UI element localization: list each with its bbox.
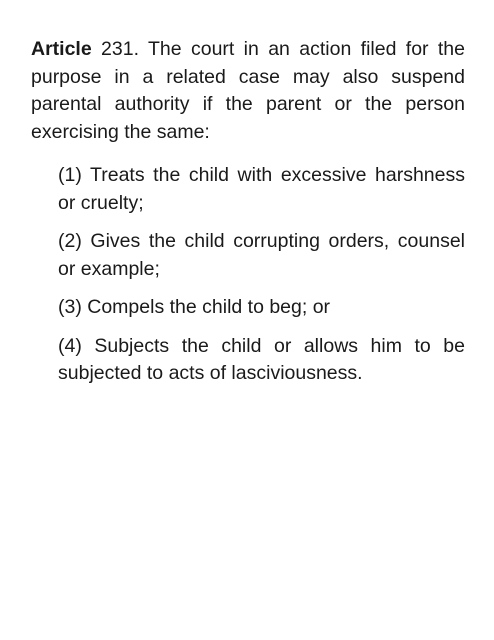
enumerated-list [58,162,465,399]
list-item: (4) Subjects the child or allows him to be subjected to acts of lasciviousness. [58,334,465,384]
article-text: 231. The court in an action filed for the purpose in a related case may also suspend parental authority if the parent or the person exercising the same: [31,38,465,143]
list-item: (3) Compels the child to beg; or [58,296,331,318]
list-item: (1) Treats the child with excessive harshness or cruelty; [58,164,465,214]
article-label: Article [31,38,92,60]
list-item: (2) Gives the child corrupting orders, counsel or example; [58,230,465,280]
article-paragraph [31,36,465,146]
